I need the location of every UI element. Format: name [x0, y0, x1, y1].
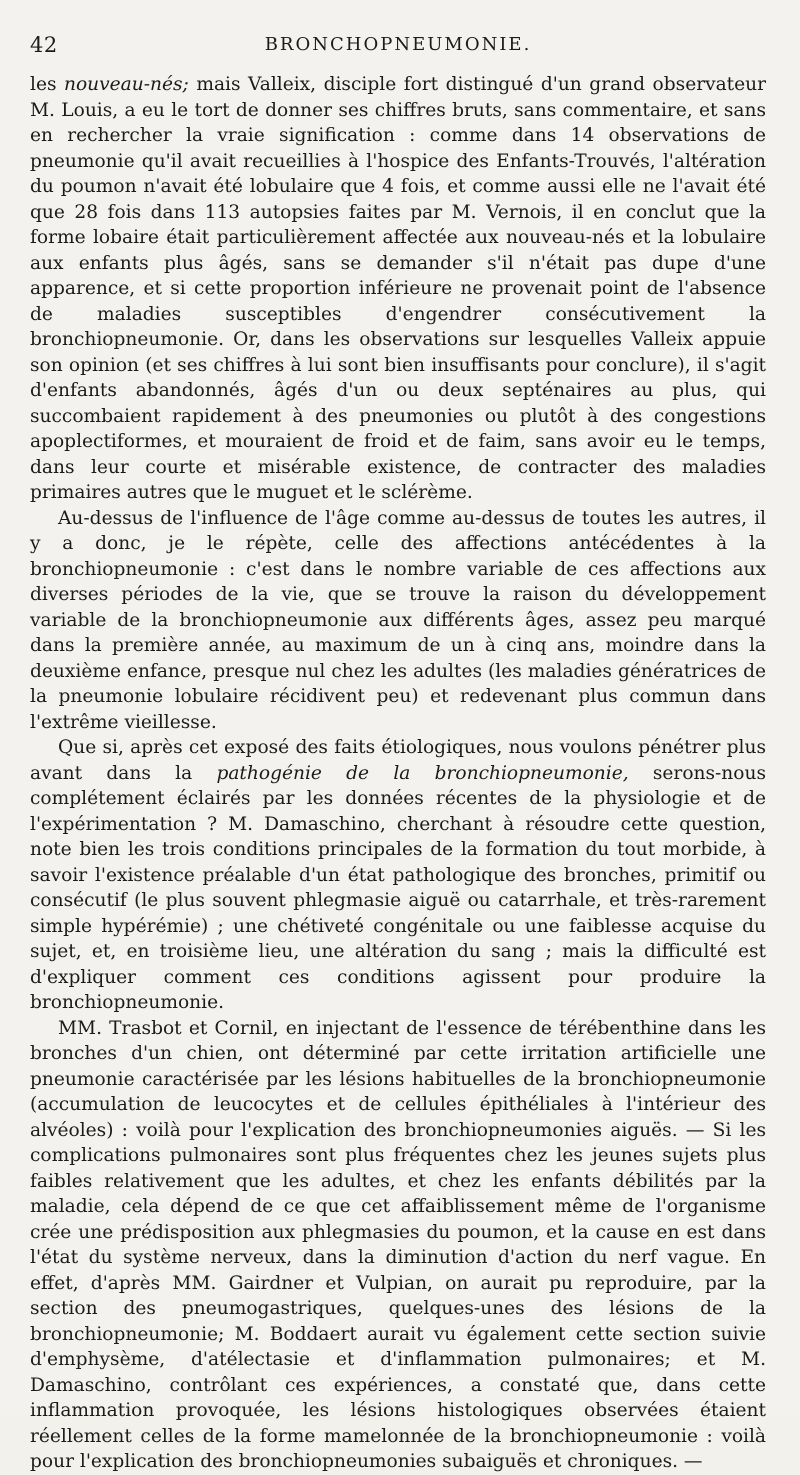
text-run: MM. Trasbot et Cornil, en injectant de l'essence de térébenthine dans les bronches d'un chien, ont déterminé par cette irritation artificielle une pneumonie caractérisée par les lésions habituelles de la bronchiopneumonie (accumulation de leucocytes et de cellules épithéliales à l'intérieur des alvéoles) : voilà pour l'explication des bronchiopneumonies aiguës. — Si les complications pulmonaires sont plus fréquentes chez les jeunes sujets plus faibles relativement que les adultes, et chez les enfants débilités par la maladie, cela dépend de ce que cet affaiblissement même de l'organisme crée une prédisposition aux phlegmasies du poumon, et la cause en est dans l'état du système nerveux, dans la diminution d'action du nerf vague. En effet, d'après MM. Gairdner et Vulpian, on aurait pu reproduire, par la section des pneumogastriques, quelques-unes des lésions de la bronchiopneumonie; M. Boddaert aurait vu également cette section suivie d'emphysème, d'atélectasie et d'inflammation pulmonaires; et M. Damaschino, contrôlant ces expériences, a constaté que, dans cette inflammation provoquée, les lésions histologiques observées étaient réellement celles de la forme mamelonnée de la bronchiopneumonie : voilà pour l'explication des bronchiopneumonies subaiguës et chroniques. — — [30, 1017, 766, 1472]
paragraph — [30, 1016, 766, 1475]
text-run: mais Valleix, disciple fort distingué d'un grand observateur M. Louis, a eu le tort de donner ses chiffres bruts, sans commentaire, et sans en rechercher la vraie signification : comme dans 14 observations de pneumonie qu'il avait recueillies à l'hospice des Enfants-Trouvés, l'altération du poumon n'avait été lobulaire que 4 fois, et comme aussi elle ne l'avait été que 28 fois dans 113 autopsies faites par M. Vernois, il en conclut que la forme lobaire était particulièrement affectée aux nouveau-nés et la lobulaire aux enfants plus âgés, sans se demander s'il n'était pas dupe d'une apparence, et si cette proportion inférieure ne provenait point de l'absence de maladies susceptibles d'engendrer consécutivement la bronchiopneumonie. Or, dans les observations sur lesquelles Valleix appuie son opinion (et ses chiffres à lui sont bien insuffisants pour conclure), il s'agit d'enfants abandonnés, âgés d'un ou deux septénaires au plus, qui succombaient rapidement à des pneumonies ou plutôt à des congestions apoplectiformes, et mouraient de froid et de faim, sans avoir eu le temps, dans leur courte et misérable existence, de contracter des maladies primaires autres que le muguet et le sclérème. — [30, 74, 767, 503]
page-number: 42 — [30, 33, 58, 57]
text-run: Que si, après cet exposé des faits étiologiques, nous voulons pénétrer plus avant dans la — [30, 737, 766, 784]
paragraph — [30, 72, 766, 506]
text-run: les — [30, 74, 65, 95]
body-text — [30, 72, 766, 1475]
running-title: BRONCHOPNEUMONIE. — [264, 34, 532, 55]
paragraph — [30, 735, 766, 1016]
page-header — [30, 0, 766, 72]
text-run: serons-nous complétement éclairés par les données récentes de la physiologie et de l'expérimentation ? M. Damaschino, cherchant à résoudre cette question, note bien les trois conditions principales de la formation du tout morbide, à savoir l'existence préalable d'un état pathologique des bronches, primitif ou consécutif (le plus souvent phlegmasie aiguë ou catarrhale, et très-rarement simple hypérémie) ; une chétiveté congénitale ou une faiblesse acquise du sujet, et, en troisième lieu, une altération du sang ; mais la difficulté est d'expliquer comment ces conditions agissent pour produire la bronchiopneumonie. — [30, 762, 766, 1013]
emphasis-text: nouveau-nés; — [64, 74, 189, 95]
paragraph — [30, 506, 766, 736]
emphasis-text: pathogénie de la bronchiopneumonie, — [216, 762, 629, 784]
text-run: Au-dessus de l'influence de l'âge comme au-dessus de toutes les autres, il y a donc, je le répète, celle des affections antécédentes à la bronchiopneumonie : c'est dans le nombre variable de ces affections aux diverses périodes de la vie, que se trouve la raison du développement variable de la bronchiopneumonie aux différents âges, assez peu marqué dans la première année, au maximum de un à cinq ans, moindre dans la deuxième enfance, presque nul chez les adultes (les maladies génératrices de la pneumonie lobulaire récidivent peu) et redevenant plus commun dans l'extrême vieillesse. — [30, 507, 766, 733]
